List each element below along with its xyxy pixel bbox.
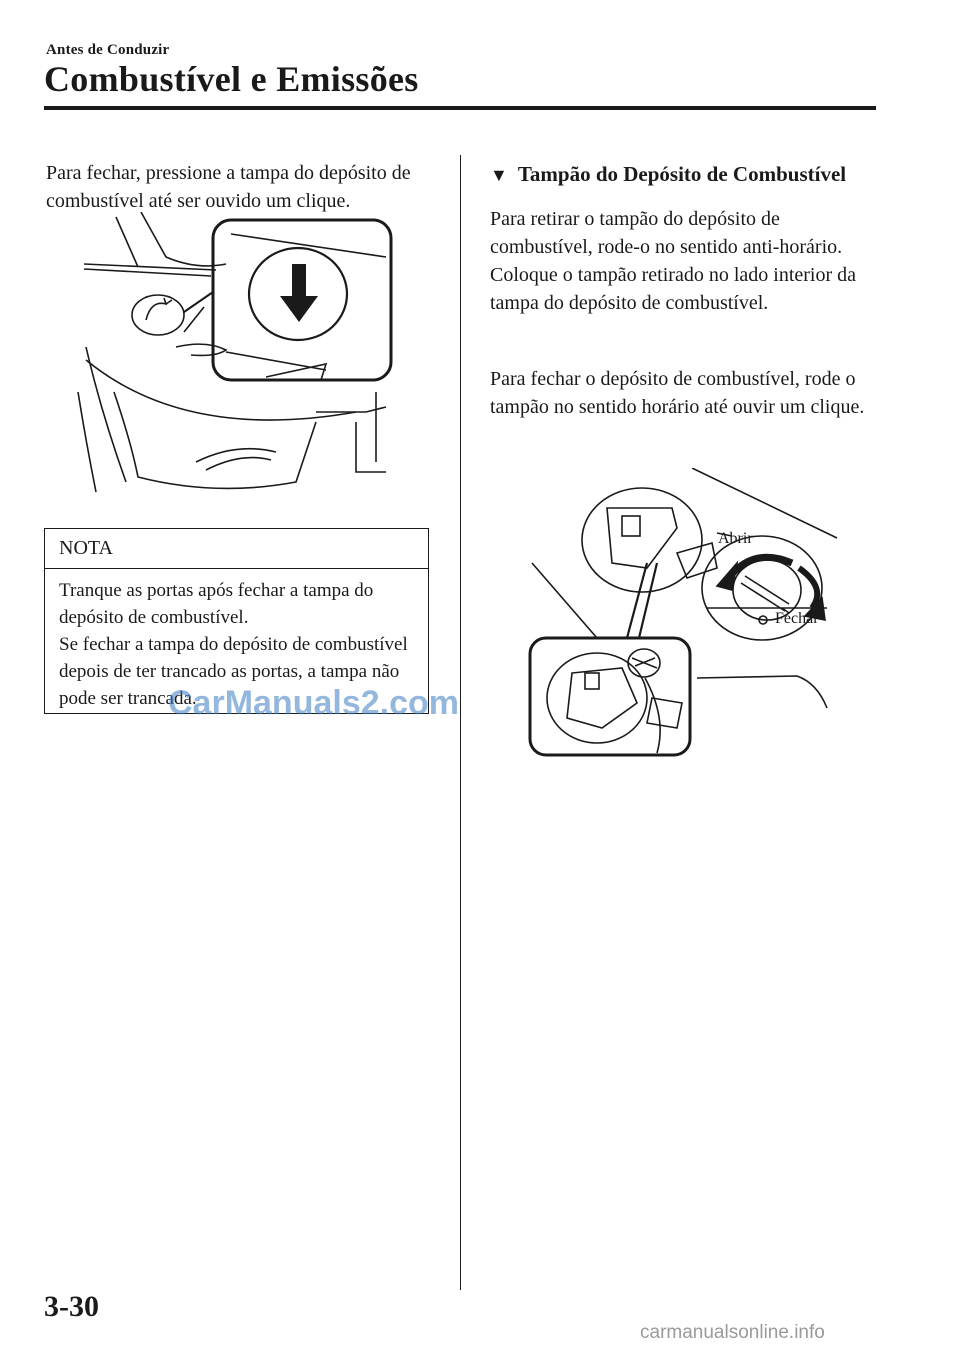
watermark: CarManuals2.com: [168, 684, 459, 722]
intro-paragraph: Para fechar, pressione a tampa do depósito de combustível até ser ouvido um clique.: [46, 162, 411, 212]
note-heading: NOTA: [45, 529, 428, 569]
triangle-bullet-icon: ▼: [490, 165, 508, 185]
site-watermark: carmanualsonline.info: [640, 1322, 825, 1343]
note-line: Tranque as portas após fechar a tampa do depósito de combustível.: [59, 580, 374, 628]
open-label: Abrir: [718, 530, 753, 547]
subsection-heading: [490, 162, 846, 187]
note-line: Se fechar a tampa do depósito de combustível depois de ter trancado as portas, a tampa não pode ser trancada.: [59, 634, 408, 709]
page-number: 3-30: [44, 1290, 99, 1323]
cap-closing-paragraph: Para fechar o depósito de combustível, rode o tampão no sentido horário até ouvir um clique.: [490, 368, 865, 418]
cap-removal-paragraph: [490, 205, 885, 317]
paragraph-line: Coloque o tampão retirado no lado interior da tampa do depósito de combustível.: [490, 264, 857, 314]
column-divider: [460, 155, 461, 1290]
subsection-heading-text: Tampão do Depósito de Combustível: [517, 162, 847, 186]
page-title: Combustível e Emissões: [44, 59, 419, 99]
section-label: Antes de Conduzir: [46, 42, 170, 58]
header-rule: [44, 106, 876, 110]
fuel-lid-illustration: [66, 212, 396, 502]
paragraph-line: Para retirar o tampão do depósito de combustível, rode-o no sentido anti-horário.: [490, 208, 843, 258]
close-label: Fechar: [775, 610, 819, 627]
